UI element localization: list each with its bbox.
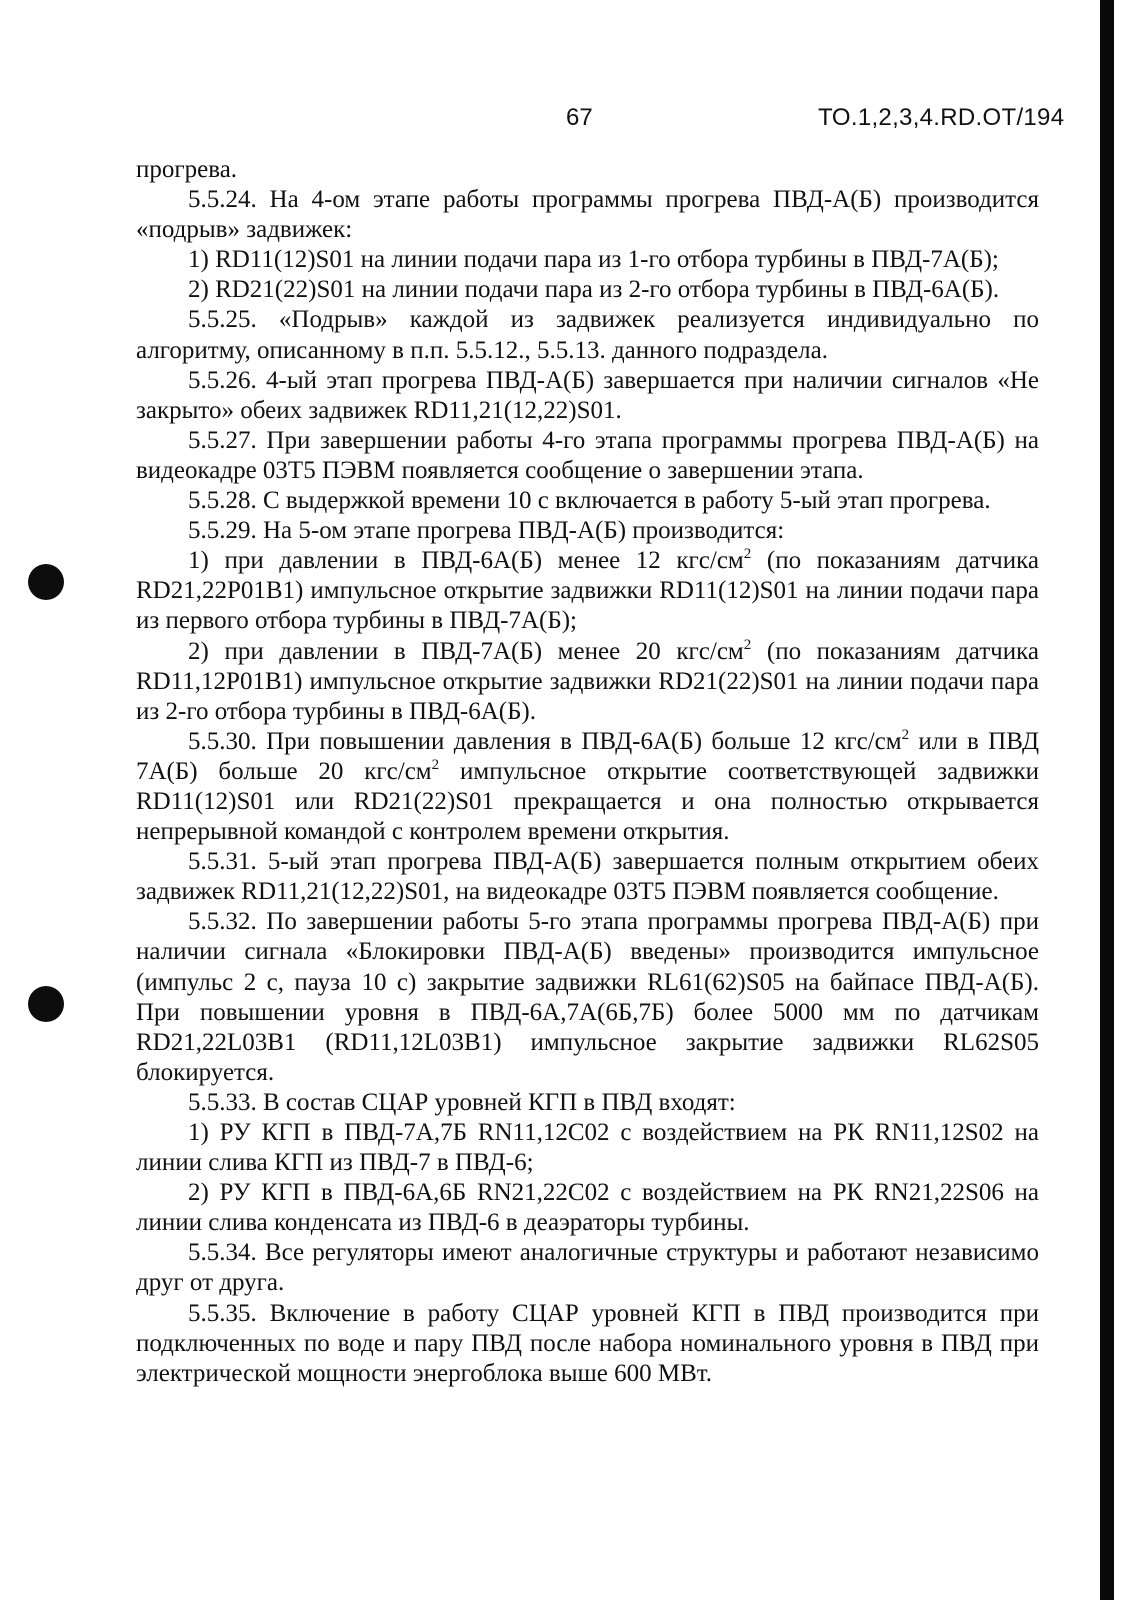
paragraph: 5.5.25. «Подрыв» каждой из задвижек реализуется индивидуально по алгоритму, описанному в п.п. 5.5.12., 5.5.13. данного подраздела. [136, 306, 1039, 364]
page-header [0, 104, 1144, 140]
paragraph: 5.5.32. По завершении работы 5-го этапа программы прогрева ПВД-А(Б) при наличии сигнала «Блокировки ПВД-А(Б) введены» производится импульсное (импульс 2 с, пауза 10 с) закрытие задвижки RL61(62)S05 на байпасе ПВД-А(Б). При повышении уровня в ПВД-6А,7А(6Б,7Б) более 5000 мм по датчикам RD21,22L03B1 (RD11,12L03B1) импульсное закрытие задвижки RL62S05 блокируется. [136, 908, 1039, 1086]
scan-edge-bar [1100, 0, 1114, 1600]
paragraph: 5.5.35. Включение в работу СЦАР уровней КГП в ПВД производится при подключенных по воде и пару ПВД после набора номинального уровня в ПВД при электрической мощности энергоблока выше 600 МВт. [136, 1299, 1039, 1387]
paragraph: 5.5.28. С выдержкой времени 10 с включается в работу 5-ый этап прогрева. [188, 487, 991, 515]
paragraph: 5.5.31. 5-ый этап прогрева ПВД-А(Б) завершается полным открытием обеих задвижек RD11,21(12,22)S01, на видеокадре 03Т5 ПЭВМ появляется сообщение. [136, 848, 1039, 906]
list-item: 2) РУ КГП в ПВД-6А,6Б RN21,22C02 с воздействием на РК RN21,22S06 на линии слива конденсата из ПВД-6 в деаэраторы турбины. [136, 1179, 1039, 1237]
list-item [136, 637, 1039, 727]
paragraph: 5.5.24. На 4-ом этапе работы программы прогрева ПВД-А(Б) производится «подрыв» задвижек: [136, 186, 1039, 244]
list-item: 1) РУ КГП в ПВД-7А,7Б RN11,12C02 с воздействием на РК RN11,12S02 на линии слива КГП из ПВД-7 в ПВД-6; [136, 1119, 1039, 1177]
paragraph: 5.5.29. На 5-ом этапе прогрева ПВД-А(Б) производится: [188, 517, 785, 545]
paragraph: 5.5.26. 4-ый этап прогрева ПВД-А(Б) завершается при наличии сигналов «Не закрыто» обеих задвижек RD11,21(12,22)S01. [136, 366, 1039, 424]
text-run: (по показаниям датчика RD11,12P01B1) импульсное открытие задвижки RD21(22)S01 на линии подачи пара из 2-го отбора турбины в ПВД-6А(Б). [136, 637, 1039, 725]
text-run: 2) при давлении в ПВД-7А(Б) менее 20 кгс/см [188, 637, 744, 665]
document-code: ТО.1,2,3,4.RD.ОТ/194 [818, 104, 1065, 131]
superscript: 2 [743, 546, 752, 563]
list-item: 1) RD11(12)S01 на линии подачи пара из 1-го отбора турбины в ПВД-7А(Б); [188, 246, 999, 274]
paragraph [136, 727, 1039, 847]
punch-hole-mark [28, 986, 64, 1022]
page-number: 67 [566, 104, 593, 131]
paragraph: 5.5.34. Все регуляторы имеют аналогичные структуры и работают независимо друг от друга. [136, 1239, 1039, 1297]
punch-hole-mark [28, 564, 64, 600]
list-item [136, 546, 1039, 636]
text-run: импульсное открытие соответствующей задвижки RD11(12)S01 или RD21(22)S01 прекращается и она полностью открывается непрерывной командой с контролем времени открытия. [136, 757, 1039, 846]
document-body [136, 155, 1039, 1389]
paragraph: 5.5.27. При завершении работы 4-го этапа программы прогрева ПВД-А(Б) на видеокадре 03Т5 ПЭВМ появляется сообщение о завершении этапа. [136, 426, 1039, 484]
superscript: 2 [431, 756, 440, 773]
superscript: 2 [901, 726, 910, 743]
superscript: 2 [743, 636, 752, 653]
text-run: 1) при давлении в ПВД-6А(Б) менее 12 кгс/см [188, 547, 744, 575]
paragraph: прогрева. [136, 156, 238, 183]
text-run: 5.5.30. При повышении давления в ПВД-6А(Б) больше 12 кгс/см [188, 727, 902, 755]
list-item: 2) RD21(22)S01 на линии подачи пара из 2-го отбора турбины в ПВД-6А(Б). [188, 276, 1000, 304]
paragraph: 5.5.33. В состав СЦАР уровней КГП в ПВД входят: [188, 1088, 736, 1116]
text-run: или в ПВД 7А(Б) больше 20 кгс/см [136, 727, 1039, 785]
text-run: (по показаниям датчика RD21,22P01B1) импульсное открытие задвижки RD11(12)S01 на линии подачи пара из первого отбора турбины в ПВД-7А(Б); [136, 547, 1039, 635]
